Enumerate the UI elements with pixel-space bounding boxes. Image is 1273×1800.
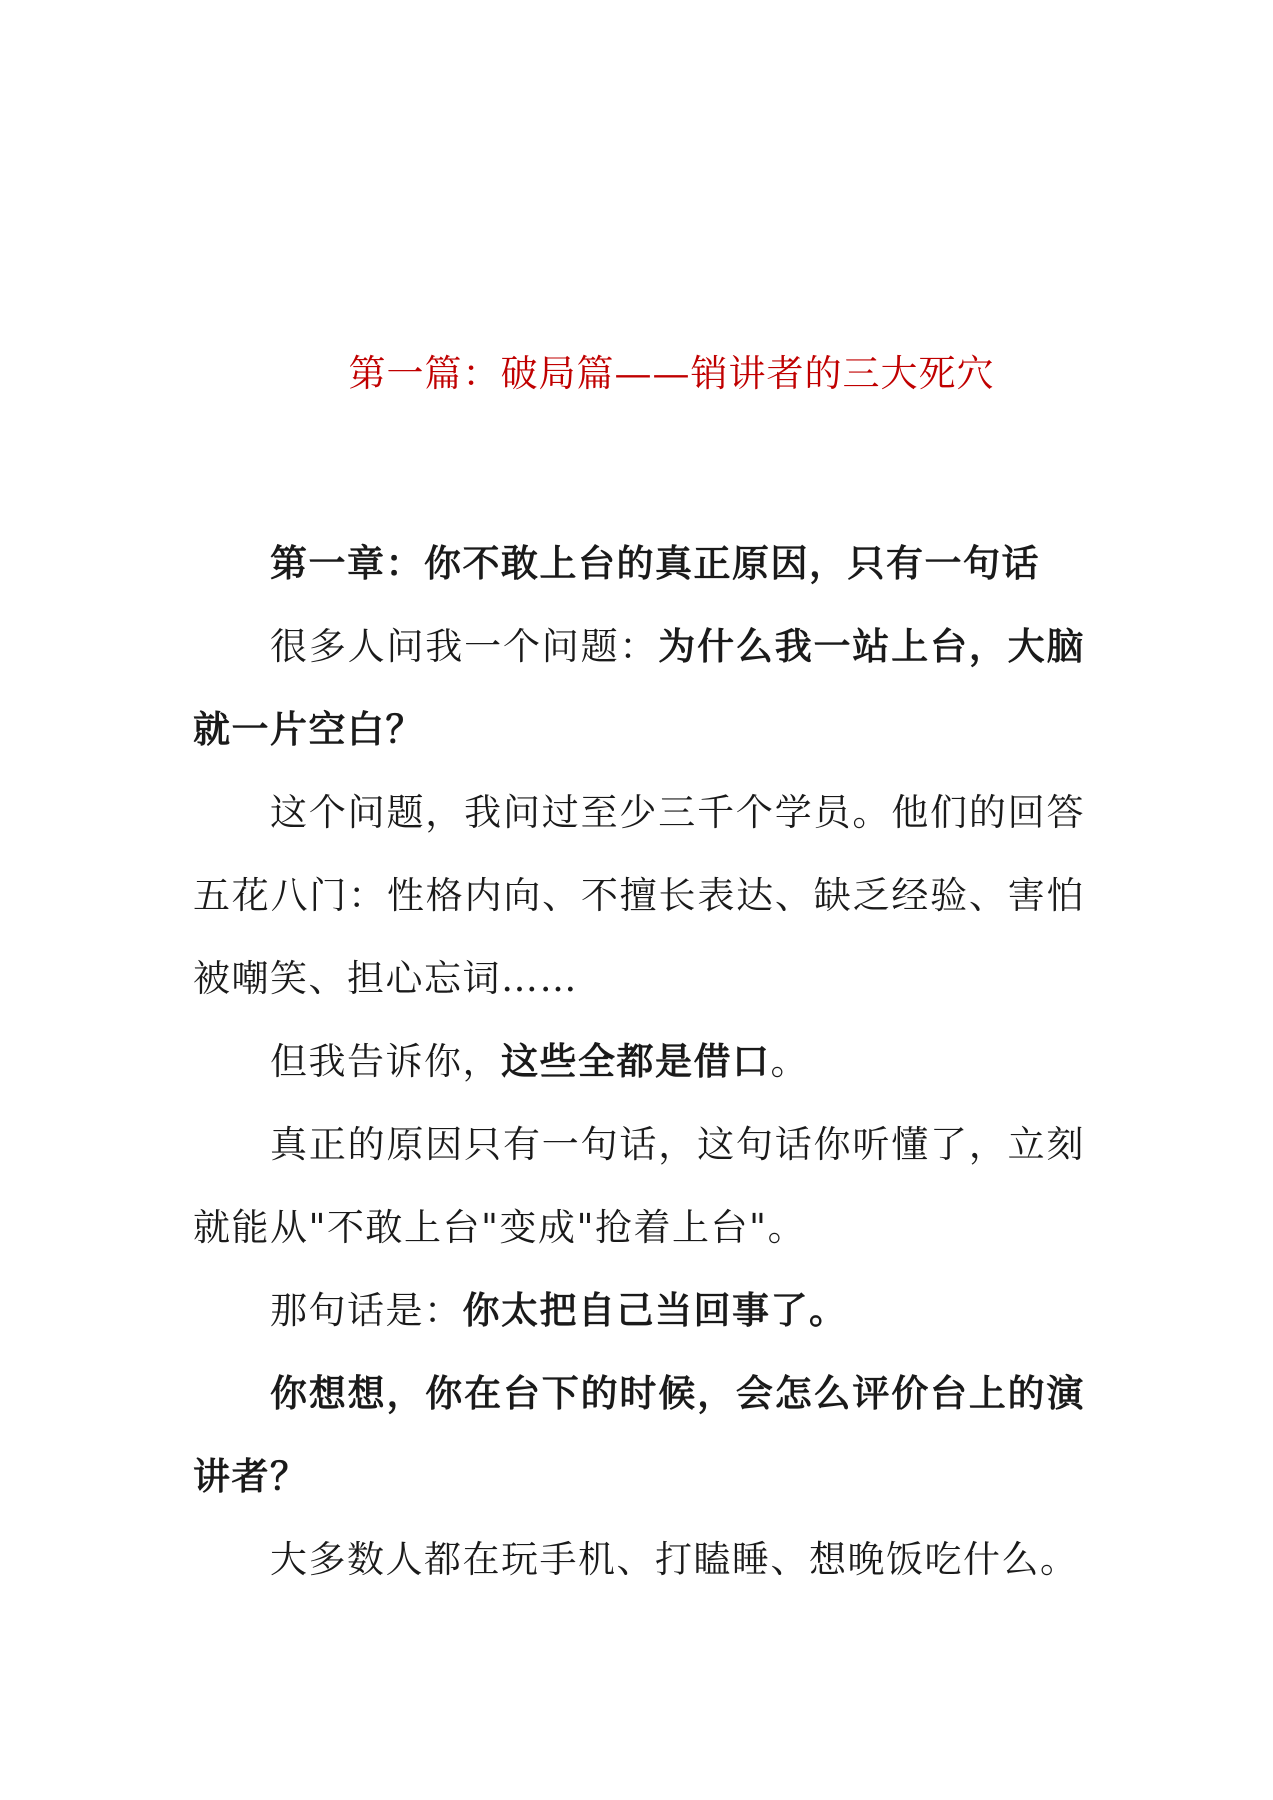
paragraph-3-text: 但我告诉你， [270,1040,501,1083]
paragraph-7-text: 大多数人都在玩手机、打瞌睡、想晚饭吃什么。 [270,1538,1079,1581]
paragraph-3-emphasis: 这些全都是借口 [501,1039,771,1083]
paragraph-2 [193,771,1085,1020]
paragraph-7 [193,1518,1085,1601]
paragraph-4 [193,1103,1085,1269]
paragraph-1-text: 很多人问我一个问题： [270,625,659,668]
part-title: 第一篇：破局篇——销讲者的三大死穴 [348,352,995,395]
paragraph-5-emphasis: 你太把自己当回事了。 [462,1288,848,1332]
paragraph-1 [193,605,1085,771]
paragraph-3 [193,1020,1085,1103]
paragraph-5-text: 那句话是： [270,1289,463,1332]
document-body [193,522,1085,1601]
chapter-title: 第一章：你不敢上台的真正原因，只有一句话 [270,541,1040,585]
paragraph-5 [193,1269,1085,1352]
paragraph-6 [193,1352,1085,1518]
paragraph-1-emphasis: 为什么我一站上台，大脑就一片空白？ [193,624,1085,751]
paragraph-4-text: 真正的原因只有一句话，这句话你听懂了，立刻就能从"不敢上台"变成"抢着上台"。 [193,1123,1085,1249]
paragraph-3-tail: 。 [770,1040,809,1083]
paragraph-2-text: 这个问题，我问过至少三千个学员。他们的回答五花八门：性格内向、不擅长表达、缺乏经验、害怕被嘲笑、担心忘词…… [193,791,1085,1000]
paragraph-6-emphasis: 你想想，你在台下的时候，会怎么评价台上的演讲者？ [193,1371,1085,1498]
